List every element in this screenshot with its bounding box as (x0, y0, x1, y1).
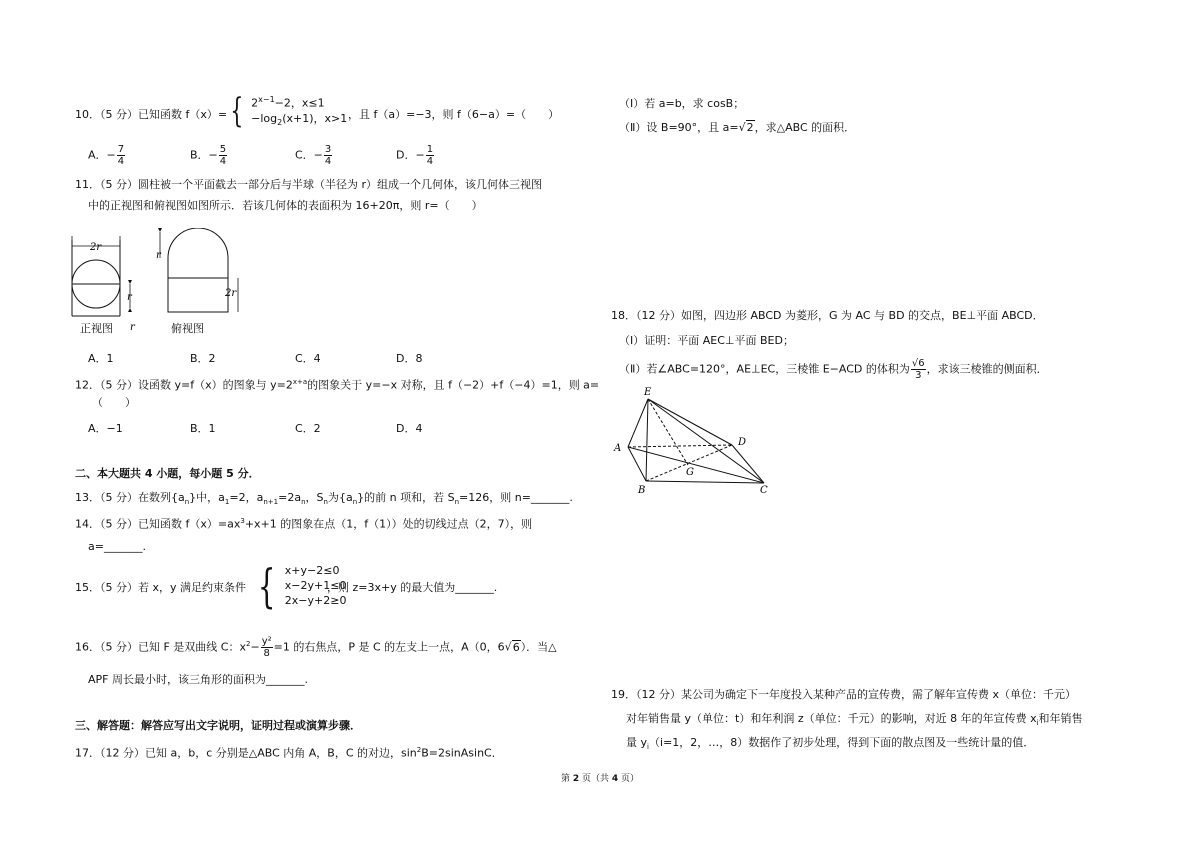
q16-num: y² (261, 636, 272, 647)
q15-stem-end: ，则 z=3x+y 的最大值为_______. (327, 581, 498, 594)
q12-line2: （ ） (92, 396, 136, 409)
label-A: A (614, 443, 622, 454)
edge-EA (628, 399, 648, 447)
q10-option-c-num: 3 (324, 144, 332, 155)
q13-sub5: n (323, 498, 328, 507)
q11-option-b: B．2 (190, 352, 216, 365)
q13-c: =2，a (229, 491, 264, 504)
q12-option-a: A．−1 (88, 422, 123, 435)
q10-option-d-frac (426, 144, 434, 167)
q17-b: B=2sinAsinC． (421, 746, 503, 760)
section-2-heading: 二、本大题共 4 小题，每小题 5 分． (75, 467, 260, 480)
q16-line1: 16．（5 分）已知 F 是双曲线 C：$x^2-$ $\frac{\text{y²}}{8}$ =1 的右焦点，P 是 C 的左支上一点，A（0，6√6）．当△ (75, 636, 557, 659)
q16-a: 16．（5 分）已知 F 是双曲线 C：x (75, 640, 246, 654)
q19-line1: 19．（12 分）某公司为确定下一年度投入某种产品的宣传费，需了解年宣传费 x（单位：千元） (611, 688, 1076, 701)
label-E: E (644, 387, 652, 398)
q13-sub1: n (184, 498, 190, 507)
q18-line1: 18．（12 分）如图，四边形 ABCD 为菱形，G 为 AC 与 BD 的交点，BE⊥平面 ABCD． (611, 309, 1044, 322)
q18-part2b: ，求该三棱锥的侧面积． (926, 362, 1048, 376)
top-view-outline (168, 228, 228, 312)
q15-constraint-3: 2x−y+2≥0 (284, 594, 347, 607)
edge-AD-hidden (628, 445, 732, 447)
q13-line (75, 491, 573, 509)
edge-EG-hidden (648, 399, 688, 465)
q13-sub6: n (352, 498, 358, 507)
q13-sub3: n+1 (263, 498, 279, 507)
q19-sub1: i (1036, 719, 1039, 728)
q13-d: =2a (278, 491, 302, 504)
arrow-head-2 (128, 308, 132, 312)
q10-option-c-den: 4 (324, 156, 332, 167)
label-B: B (638, 485, 646, 496)
q16-c: ）．当△ (520, 640, 557, 654)
q19-sub2: i (647, 743, 649, 752)
q12-line1a: 12．（5 分）设函数 y=f（x）的图象与 y=2 (75, 378, 293, 392)
q17-a: 17．（12 分）已知 a，b，c 分别是△ABC 内角 A，B，C 的对边，sin (75, 746, 417, 760)
edge-EB (646, 399, 648, 481)
q14-line1 (75, 514, 532, 532)
q10-option-d-den: 4 (426, 156, 434, 167)
q10-option-d-label: D．− (396, 148, 425, 162)
q12-option-d: D．4 (396, 422, 423, 435)
q10-option-c-frac (324, 144, 332, 167)
q10-option-d-num: 1 (426, 144, 434, 155)
q13-a: 13．（5 分）在数列{a (75, 491, 185, 504)
footer-page-number: 2 (572, 774, 580, 784)
q12-line1b: 的图象关于 y=−x 对称，且 f（−2）+f（−4）=1，则 a= (307, 378, 600, 392)
edge-AB (628, 447, 646, 481)
q10-option-a-den: 4 (117, 156, 125, 167)
q17-part2b: ，求△ABC 的面积． (754, 121, 856, 134)
q10-option-a (88, 144, 126, 167)
label-2r-right: 2r (225, 288, 237, 299)
q14-line2: a=_______. (88, 540, 146, 553)
q16-line2: APF 周长最小时，该三角形的面积为_______. (88, 673, 308, 686)
q13-sub4: n (301, 498, 306, 507)
label-2r-top: 2r (90, 242, 102, 253)
q11-option-a: A．1 (88, 352, 114, 365)
q13-h: =126，则 n=_______. (459, 491, 573, 504)
q19-line2a: 对年销售量 y（单位：t）和年利润 z（单位：千元）的影响，对近 8 年的年宣传费 x (626, 712, 1037, 725)
edge-DC (732, 445, 764, 483)
q19-line3 (626, 736, 1034, 754)
q10-piece1-rest: −2，x≤1 (274, 96, 325, 110)
q17-sqrt: 2 (746, 121, 754, 134)
q10-pieces (251, 92, 347, 130)
q10-option-b-num: 5 (219, 144, 227, 155)
q14-sup: 3 (240, 517, 245, 525)
edge-BC (646, 481, 764, 483)
q10-stem-end: ，且 f（a）=−3，则 f（6−a）=（ ） (348, 108, 560, 121)
q17-part1: （Ⅰ）若 a=b，求 cosB； (619, 97, 745, 110)
q18-pyramid-figure (608, 385, 783, 500)
q10-option-b-label: B．− (190, 148, 218, 162)
q16-frac (261, 636, 273, 659)
section-3-heading: 三、解答题：解答应写出文字说明，证明过程或演算步骤． (75, 719, 361, 732)
q10-brace: { (230, 90, 244, 131)
q12-exp: x+a (292, 378, 308, 386)
q10-option-c-label: C．− (295, 148, 323, 162)
q16-minus: − (250, 640, 260, 654)
q14-b: +x+1 的图象在点（1，f（1））处的切线过点（2，7），则 (244, 517, 533, 531)
q13-f: 为{a (327, 491, 353, 504)
q16-b: =1 的右焦点，P 是 C 的左支上一点，A（0，6 (273, 640, 505, 654)
edge-AC (628, 447, 764, 483)
q17-part2a: （Ⅱ）设 B=90°，且 a= (619, 121, 739, 134)
q19-line3b: （i=1，2，…，8）数据作了初步处理，得到下面的散点图及一些统计量的值． (648, 736, 1035, 749)
q12-option-b: B．1 (190, 422, 216, 435)
q13-b: }中，a (189, 491, 225, 504)
q19-line2b: 和年销售 (1038, 712, 1083, 725)
q13-g: }的前 n 项和，若 S (357, 491, 455, 504)
page-footer (0, 771, 1200, 784)
q17-part2: （Ⅱ）设 B=90°，且 a=√2，求△ABC 的面积． (619, 121, 856, 134)
q10-stem-start: 10．（5 分）已知函数 f（x）= (75, 108, 228, 121)
q10-piece2-rest: (x+1)，x>1 (282, 111, 348, 125)
q12-line1 (75, 375, 599, 393)
q10-option-c (295, 144, 333, 167)
q18-part2 (619, 358, 1048, 381)
q10-piecewise (226, 92, 347, 130)
footer-a: 第 (560, 774, 573, 784)
edge-EC (648, 399, 764, 483)
q18-part1: （Ⅰ）证明：平面 AEC⊥平面 BED； (619, 334, 794, 347)
q15-brace: { (257, 558, 276, 613)
label-r-front: r (127, 292, 132, 303)
label-r-front-low: r (130, 322, 135, 333)
edge-ED (648, 399, 732, 445)
q10-option-a-label: A．− (88, 148, 116, 162)
q10-option-b-frac (219, 144, 227, 167)
q18-part2a: （Ⅱ）若∠ABC=120°，AE⊥EC，三棱锥 E−ACD 的体积为 (619, 362, 910, 376)
label-r-top: r (156, 250, 161, 261)
q15-constraint-1: x+y−2≤0 (284, 564, 340, 577)
arrow-head-1 (128, 280, 132, 284)
label-C: C (760, 485, 768, 496)
q15-constraint-2: x−2y+1≤0 (284, 579, 347, 592)
q10-option-a-frac (117, 144, 125, 167)
q11-option-d: D．8 (396, 352, 423, 365)
q10-option-b (190, 144, 228, 167)
q10-piece2: −log (251, 111, 278, 125)
q13-e: ，S (305, 491, 324, 504)
q13-sub2: 1 (224, 498, 230, 507)
q15-stem: 15．（5 分）若 x，y 满足约束条件 (75, 581, 247, 594)
q11-line1: 11．（5 分）圆柱被一个平面截去一部分后与半球（半径为 r）组成一个几何体，该几何体三视图 (75, 178, 543, 191)
q10-option-d (396, 144, 435, 167)
q16-sup: 2 (246, 639, 251, 648)
q10-option-b-den: 4 (219, 156, 227, 167)
front-view-caption: 正视图 (80, 322, 113, 335)
q17-line1 (75, 743, 503, 761)
q13-sub7: n (454, 498, 460, 507)
footer-c: 页） (618, 774, 639, 784)
q10-piece1-exp: x−1 (258, 95, 275, 104)
q16-den: 8 (263, 648, 270, 659)
q10-stem (75, 108, 227, 122)
arrow-head-3 (158, 228, 162, 232)
q18-num: √6 (911, 358, 925, 369)
q18-frac (911, 358, 926, 381)
q14-a: 14．（5 分）已知函数 f（x）=ax (75, 517, 241, 531)
q10-piece1: 2 (251, 96, 259, 110)
label-D: D (738, 437, 747, 448)
q11-option-c: C．4 (295, 352, 321, 365)
q10-piece2-sub: 2 (277, 117, 283, 127)
footer-b: 页（共 (579, 774, 612, 784)
q19-line2 (626, 712, 1083, 730)
q16-sqrt: 6 (512, 640, 520, 654)
q17-sup: 2 (416, 746, 422, 754)
q11-line2: 中的正视图和俯视图如图所示．若该几何体的表面积为 16+20π，则 r=（ ） (88, 199, 483, 212)
q18-den: 3 (915, 370, 922, 381)
label-G: G (686, 467, 694, 478)
footer-total-pages: 4 (611, 774, 619, 784)
q19-line3a: 量 y (626, 736, 648, 749)
q12-option-c: C．2 (295, 422, 321, 435)
q10-option-a-num: 7 (117, 144, 125, 155)
top-view-caption: 俯视图 (171, 322, 204, 335)
